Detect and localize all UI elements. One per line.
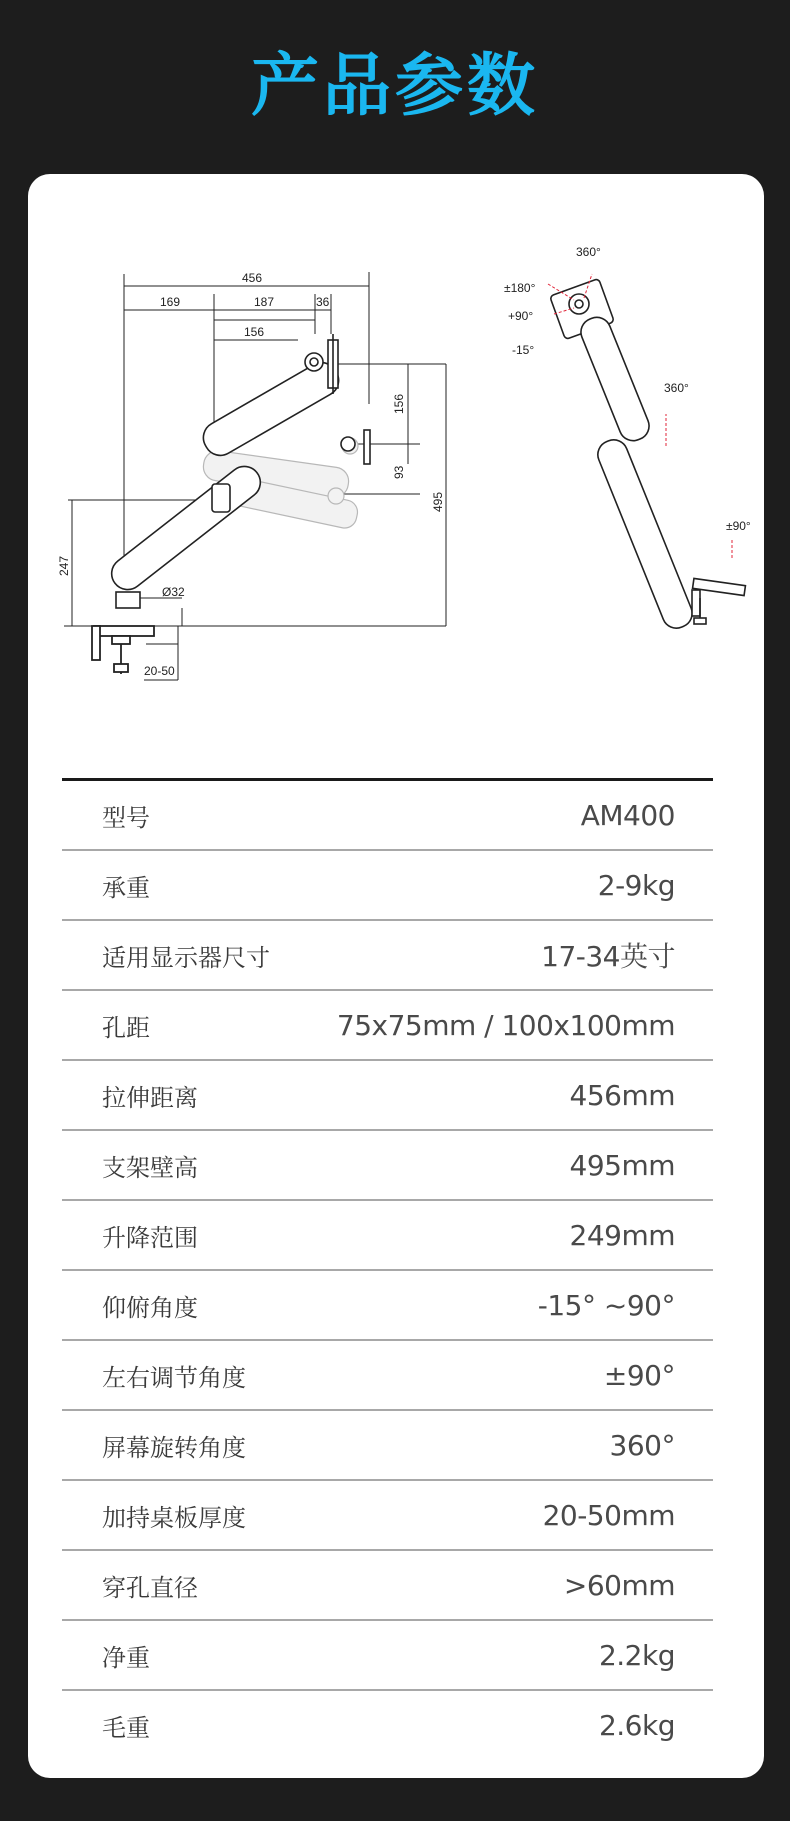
dim-text: 156	[392, 393, 406, 414]
dim-text: 187	[254, 295, 275, 309]
spec-label: 适用显示器尺寸	[102, 943, 270, 972]
dim-text: Ø32	[162, 585, 185, 599]
dim-text: 20-50	[144, 664, 175, 678]
product-diagram	[28, 174, 764, 694]
spec-row	[62, 1621, 713, 1691]
spec-row	[62, 1201, 713, 1271]
angle-label: ±180°	[504, 281, 536, 295]
spec-row	[62, 1411, 713, 1481]
spec-label: 拉伸距离	[102, 1083, 198, 1112]
spec-row	[62, 1551, 713, 1621]
spec-label: 毛重	[102, 1713, 150, 1742]
dim-text: 456	[242, 271, 263, 285]
spec-table	[62, 778, 713, 1759]
spec-value: 2-9kg	[597, 868, 675, 902]
dim-text: 156	[244, 325, 265, 339]
dim-text: 247	[57, 555, 71, 576]
spec-value: 2.2kg	[598, 1638, 675, 1672]
spec-row	[62, 1481, 713, 1551]
angle-label: -15°	[512, 343, 535, 357]
spec-value: 75x75mm / 100x100mm	[336, 1008, 675, 1042]
side-view-drawing	[28, 174, 764, 694]
spec-label: 加持桌板厚度	[102, 1503, 246, 1532]
spec-row	[62, 1691, 713, 1759]
spec-row	[62, 991, 713, 1061]
spec-row	[62, 921, 713, 991]
spec-row	[62, 1131, 713, 1201]
spec-value: 456mm	[569, 1078, 675, 1112]
spec-value: ±90°	[603, 1358, 675, 1392]
spec-label: 升降范围	[102, 1223, 198, 1252]
angle-label: +90°	[508, 309, 534, 323]
spec-label: 净重	[102, 1643, 150, 1672]
spec-label: 型号	[102, 803, 150, 832]
spec-value: 495mm	[569, 1148, 675, 1182]
dim-text: 169	[160, 295, 181, 309]
spec-label: 屏幕旋转角度	[102, 1433, 246, 1462]
page-title: 产品参数	[250, 47, 539, 126]
spec-row	[62, 1271, 713, 1341]
spec-label: 穿孔直径	[102, 1573, 198, 1602]
dim-text: 36	[316, 295, 330, 309]
spec-value: -15° ~90°	[537, 1288, 675, 1322]
spec-value: AM400	[580, 798, 675, 832]
angle-label: ±90°	[726, 519, 751, 533]
spec-row	[62, 781, 713, 851]
spec-row	[62, 851, 713, 921]
spec-value: 20-50mm	[542, 1498, 675, 1532]
angle-label: 360°	[664, 381, 689, 395]
spec-row	[62, 1341, 713, 1411]
spec-label: 孔距	[102, 1013, 150, 1042]
spec-card	[28, 174, 764, 1778]
spec-row	[62, 1061, 713, 1131]
dim-text: 495	[431, 491, 445, 512]
angle-label: 360°	[576, 245, 601, 259]
spec-value: 17-34英寸	[541, 940, 675, 973]
spec-label: 左右调节角度	[102, 1363, 246, 1392]
spec-label: 仰俯角度	[102, 1293, 198, 1322]
spec-value: 360°	[609, 1428, 675, 1462]
spec-label: 承重	[102, 873, 150, 902]
spec-value: 2.6kg	[598, 1708, 675, 1742]
spec-value: >60mm	[563, 1568, 675, 1602]
spec-label: 支架壁高	[102, 1153, 198, 1182]
spec-value: 249mm	[569, 1218, 675, 1252]
dim-text: 93	[392, 465, 406, 479]
